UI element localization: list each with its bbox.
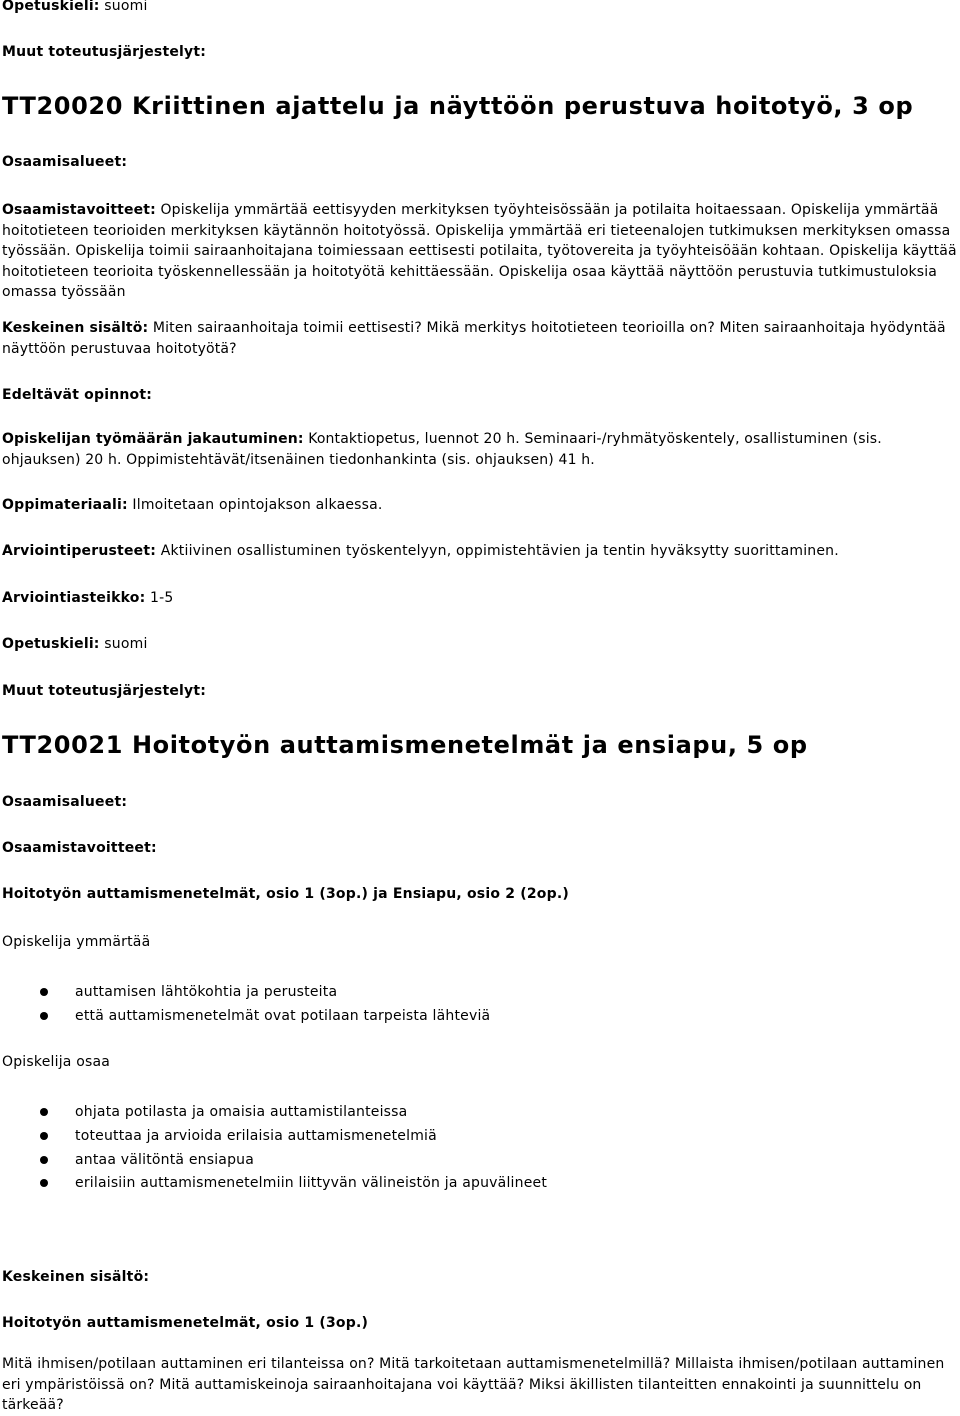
bullet-icon bbox=[40, 1012, 50, 1022]
oppimateriaali-text: Ilmoitetaan opintojakson alkaessa. bbox=[132, 497, 383, 513]
opetuskieli-label: Opetuskieli: bbox=[2, 0, 100, 14]
keskeinen-sisalto-text-2: Mitä ihmisen/potilaan auttaminen eri tilanteissa on? Mitä tarkoitetaan auttamismenetelmillä? Millaista ihmisen/potilaan auttaminen eri ympäristöissä on? Mitä auttamiskeinoja sairaanhoitajana voi käyttää? Miksi äkillisten tilanteitten ennakointi ja suunnittelu on tärkeää? bbox=[2, 1356, 945, 1413]
muut-toteutusjarjestelyt-label: Muut toteutusjärjestelyt: bbox=[2, 44, 207, 60]
osaamistavoitteet-label: Osaamistavoitteet: bbox=[2, 202, 156, 218]
arviointiperusteet-label: Arviointiperusteet: bbox=[2, 543, 157, 559]
course-title-tt20020: TT20020 Kriittinen ajattelu ja näyttöön perustuva hoitotyö, 3 op bbox=[2, 92, 914, 120]
osio-subheading: Hoitotyön auttamismenetelmät, osio 1 (3op.) ja Ensiapu, osio 2 (2op.) bbox=[2, 886, 569, 902]
muut-toteutusjarjestelyt-label-2: Muut toteutusjärjestelyt: bbox=[2, 683, 207, 699]
keskeinen-sisalto-paragraph bbox=[2, 318, 960, 359]
keskeinen-sisalto-label-2: Keskeinen sisältö: bbox=[2, 1269, 150, 1285]
arviointiasteikko-value: 1-5 bbox=[150, 590, 174, 606]
opetuskieli-value-2: suomi bbox=[104, 636, 148, 652]
osaamisalueet-label: Osaamisalueet: bbox=[2, 154, 128, 170]
osaamisalueet-label-2: Osaamisalueet: bbox=[2, 794, 128, 810]
list-item: että auttamismenetelmät ovat potilaan tarpeista lähteviä bbox=[75, 1008, 491, 1024]
opiskelija-osaa-label: Opiskelija osaa bbox=[2, 1054, 111, 1070]
bullet-icon bbox=[40, 1179, 50, 1189]
course-title-tt20021: TT20021 Hoitotyön auttamismenetelmät ja ensiapu, 5 op bbox=[2, 731, 808, 759]
arviointiperusteet-text: Aktiivinen osallistuminen työskentelyyn, oppimistehtävien ja tentin hyväksytty suorittaminen. bbox=[160, 543, 839, 559]
tyomaara-label: Opiskelijan työmäärän jakautuminen: bbox=[2, 431, 304, 447]
keskeinen-subheading: Hoitotyön auttamismenetelmät, osio 1 (3op.) bbox=[2, 1315, 369, 1331]
opetuskieli-value: suomi bbox=[104, 0, 148, 14]
arviointiasteikko-field bbox=[2, 588, 174, 608]
osaamistavoitteet-paragraph bbox=[2, 200, 960, 300]
edeltavat-opinnot-label: Edeltävät opinnot: bbox=[2, 387, 153, 403]
opetuskieli-field-2 bbox=[2, 634, 148, 654]
opetuskieli-field bbox=[2, 0, 148, 16]
tyomaara-text: Kontaktiopetus, luennot 20 h. Seminaari-/ryhmätyöskentely, osallistuminen (sis. ohjauksen) 20 h. Oppimistehtävät/itsenäinen tiedonhankinta (sis. ohjauksen) 41 h. bbox=[2, 431, 882, 468]
oppimateriaali-label: Oppimateriaali: bbox=[2, 497, 128, 513]
keskeinen-sisalto-text: Miten sairaanhoitaja toimii eettisesti? Mikä merkitys hoitotieteen teorioilla on? Miten sairaanhoitaja hyödyntää näyttöön perustuvaa hoitotyötä? bbox=[2, 320, 946, 357]
oppimateriaali-field bbox=[2, 495, 383, 515]
list-item: antaa välitöntä ensiapua bbox=[75, 1152, 255, 1168]
tyomaara-paragraph bbox=[2, 429, 960, 470]
list-item: erilaisiin auttamismenetelmiin liittyvän välineistön ja apuvälineet bbox=[75, 1175, 548, 1191]
list-item: ohjata potilasta ja omaisia auttamistilanteissa bbox=[75, 1104, 408, 1120]
bullet-icon bbox=[40, 1108, 50, 1118]
list-item: auttamisen lähtökohtia ja perusteita bbox=[75, 984, 338, 1000]
osaamistavoitteet-label-2: Osaamistavoitteet: bbox=[2, 840, 157, 856]
arviointiperusteet-field bbox=[2, 541, 839, 561]
keskeinen-sisalto-label: Keskeinen sisältö: bbox=[2, 320, 149, 336]
bullet-icon bbox=[40, 1132, 50, 1142]
bullet-icon bbox=[40, 988, 50, 998]
list-item: toteuttaa ja arvioida erilaisia auttamismenetelmiä bbox=[75, 1128, 437, 1144]
osaamistavoitteet-text: Opiskelija ymmärtää eettisyyden merkityksen työyhteisössään ja potilaita hoitaessaan. Opiskelija ymmärtää hoitotieteen teorioiden merkityksen käytännön hoitotyössä. Opiskelija ymmärtää eri tieteenalojen tutkimuksen merkityksen omassa työssään. Opiskelija toimii sairaanhoitajana toimiessaan eettisesti potilaita, työtovereita ja työyhteisöään kohtaan. Opiskelija käyttää hoitotieteen teorioita työskennellessään ja hoitotyötä kehittäessään. Opiskelija osaa käyttää näyttöön perustuvia tutkimustuloksia omassa työssään bbox=[2, 202, 957, 300]
opiskelija-ymmartaa-label: Opiskelija ymmärtää bbox=[2, 934, 151, 950]
opetuskieli-label-2: Opetuskieli: bbox=[2, 636, 100, 652]
arviointiasteikko-label: Arviointiasteikko: bbox=[2, 590, 146, 606]
bullet-icon bbox=[40, 1156, 50, 1166]
